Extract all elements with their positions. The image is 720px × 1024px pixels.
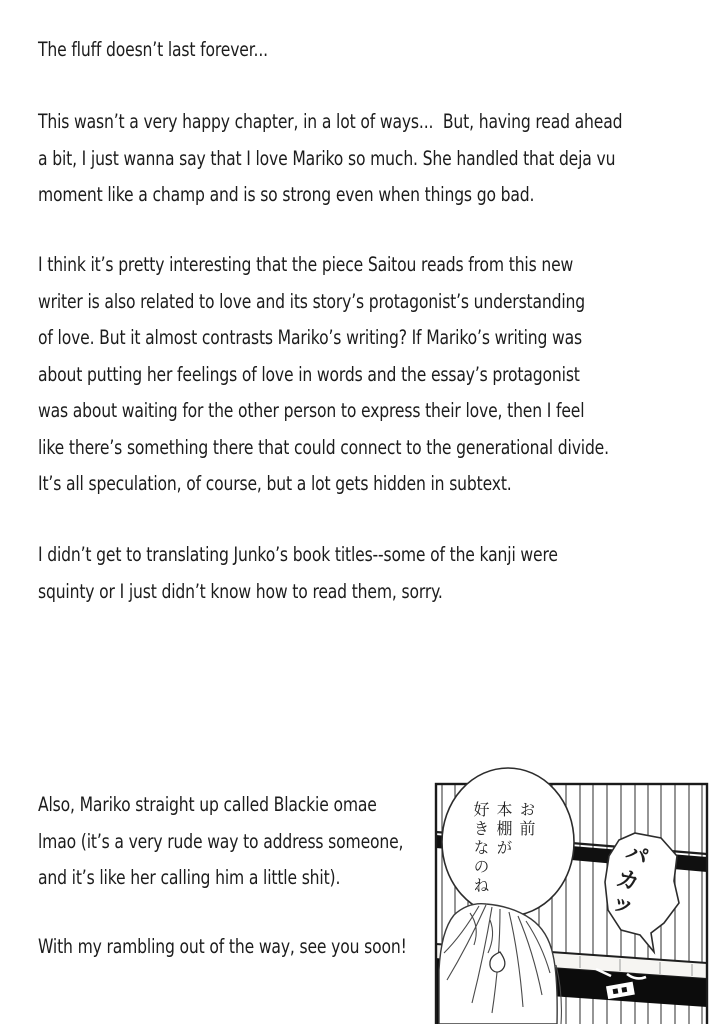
manga-panel	[430, 755, 720, 1024]
speech-bubble-text	[466, 801, 538, 917]
note-paragraph	[38, 787, 495, 897]
note-line: a bit, I just wanna say that I love Mariko so much. She handled that deja vu	[38, 146, 616, 170]
note-line: was about waiting for the other person to express their love, then I feel	[38, 399, 585, 422]
note-line: about putting her feelings of love in words and the essay’s protagonist	[38, 362, 580, 386]
note-line: Also, Mariko straight up called Blackie omae	[38, 793, 377, 816]
note-line: writer is also related to love and its story’s protagonist’s understanding	[38, 289, 586, 313]
note-line: I didn’t get to translating Junko’s book titles--some of the kanji were	[38, 543, 558, 566]
note-line: moment like a champ and is so strong even when things go bad.	[38, 183, 535, 206]
note-line: This wasn’t a very happy chapter, in a lot of ways... But, having read ahead	[38, 110, 623, 133]
sfx-text: パカッ	[599, 837, 652, 923]
note-line: With my rambling out of the way, see you soon!	[38, 935, 407, 958]
note-line: The fluff doesn’t last forever...	[38, 38, 268, 61]
note-line: like there’s something there that could connect to the generational divide.	[38, 435, 609, 459]
speech-line: お前	[517, 801, 536, 839]
speech-line: 本棚が	[494, 801, 513, 858]
note-paragraph	[38, 537, 688, 610]
note-line: of love. But it almost contrasts Mariko’s writing? If Mariko’s writing was	[38, 326, 582, 349]
note-line: It’s all speculation, of course, but a lot gets hidden in subtext.	[38, 472, 512, 495]
note-paragraph	[38, 247, 720, 503]
speech-line: 好きなのね	[471, 801, 490, 896]
note-line: and it’s like her calling him a little shit).	[38, 866, 341, 889]
note-line: I think it’s pretty interesting that the piece Saitou reads from this new	[38, 253, 574, 276]
note-paragraph	[38, 104, 720, 214]
note-line: lmao (it’s a very rude way to address someone,	[38, 829, 404, 853]
note-paragraph	[38, 32, 325, 69]
note-line: squinty or I just didn’t know how to read them, sorry.	[38, 579, 443, 603]
